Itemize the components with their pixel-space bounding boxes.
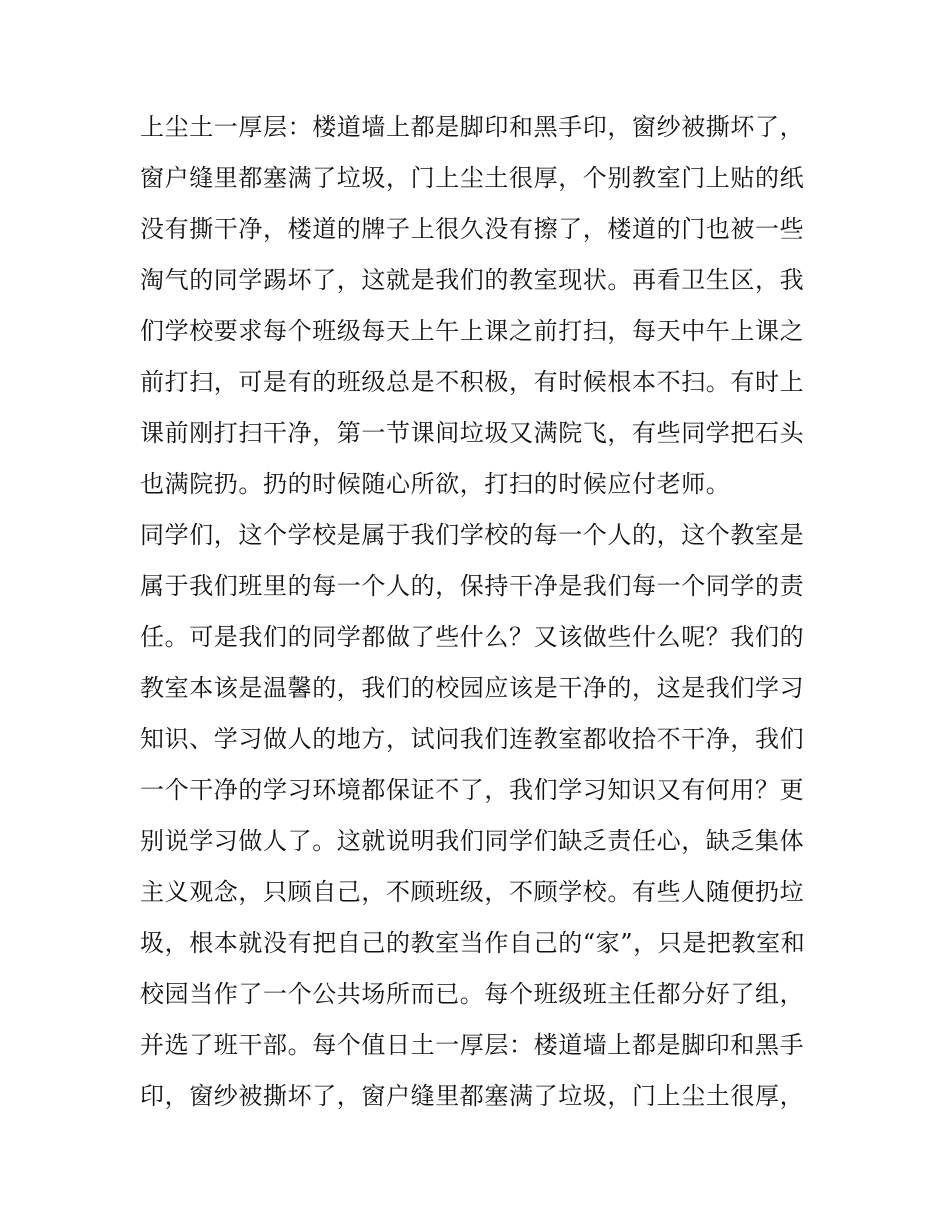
text-line-15: 别说学习做人了。这就说明我们同学们缺乏责任心，缺乏集体	[140, 827, 805, 855]
text-line-7: 课前刚打扫干净，第一节课间垃圾又满院飞，有些同学把石头	[140, 419, 805, 447]
text-line-8: 也满院扔。扔的时候随心所欲，打扫的时候应付老师。	[140, 470, 731, 498]
text-line-1: 上尘土一厚层：楼道墙上都是脚印和黑手印，窗纱被撕坏了，	[140, 113, 805, 141]
text-line-12: 教室本该是温馨的，我们的校园应该是干净的，这是我们学习	[140, 674, 805, 702]
text-line-6: 前打扫，可是有的班级总是不积极，有时候根本不扫。有时上	[140, 368, 805, 396]
text-line-2: 窗户缝里都塞满了垃圾，门上尘土很厚，个别教室门上贴的纸	[140, 164, 805, 192]
text-line-3: 没有撕干净，楼道的牌子上很久没有擦了，楼道的门也被一些	[140, 215, 805, 243]
text-line-17: 圾，根本就没有把自己的教室当作自己的“家”，只是把教室和	[140, 929, 806, 957]
text-line-11: 任。可是我们的同学都做了些什么？又该做些什么呢？我们的	[140, 623, 805, 651]
text-line-18: 校园当作了一个公共场所而已。每个班级班主任都分好了组，	[140, 980, 805, 1008]
text-line-19: 并选了班干部。每个值日土一厚层：楼道墙上都是脚印和黑手	[140, 1031, 805, 1059]
text-line-14: 一个干净的学习环境都保证不了，我们学习知识又有何用？更	[140, 776, 805, 804]
document-body-text	[140, 102, 820, 1122]
text-line-13: 知识、学习做人的地方，试问我们连教室都收拾不干净，我们	[140, 725, 805, 753]
text-line-9: 同学们，这个学校是属于我们学校的每一个人的，这个教室是	[140, 521, 805, 549]
text-line-5: 们学校要求每个班级每天上午上课之前打扫，每天中午上课之	[140, 317, 805, 345]
text-line-10: 属于我们班里的每一个人的，保持干净是我们每一个同学的责	[140, 572, 805, 600]
text-line-16: 主义观念，只顾自己，不顾班级，不顾学校。有些人随便扔垃	[140, 878, 805, 906]
text-line-20: 印，窗纱被撕坏了，窗户缝里都塞满了垃圾，门上尘土很厚，	[140, 1082, 805, 1110]
text-line-4: 淘气的同学踢坏了，这就是我们的教室现状。再看卫生区，我	[140, 266, 805, 294]
